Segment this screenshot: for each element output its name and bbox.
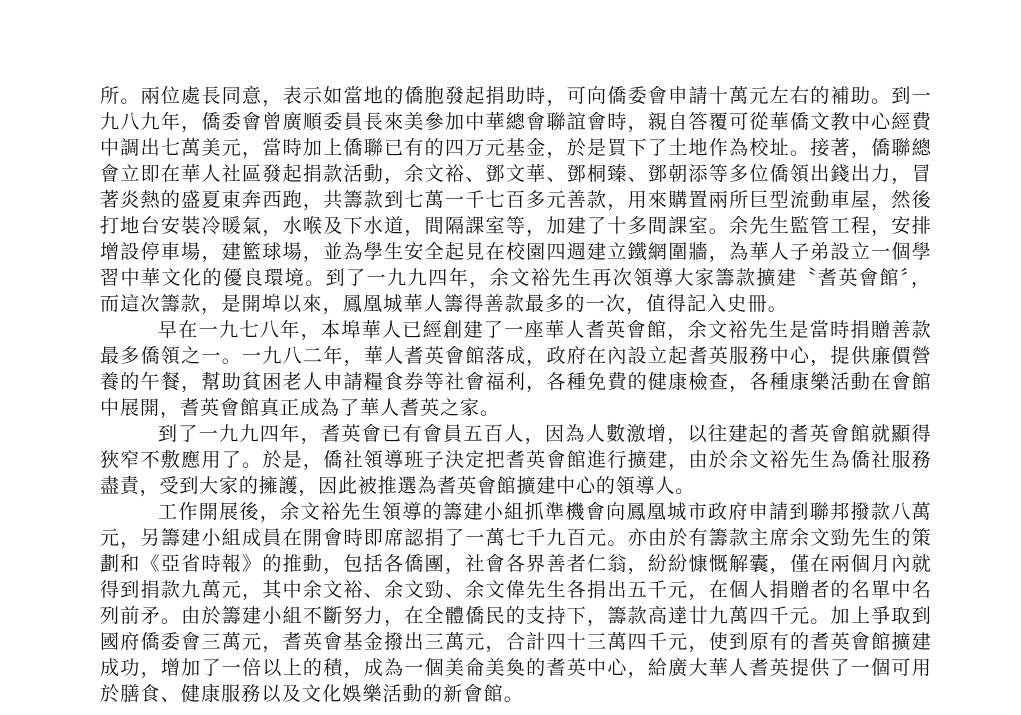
text-line: 而這次籌款，是開埠以來，鳳凰城華人籌得善款最多的一次，值得記入史冊。 (100, 293, 789, 315)
text-line: 最多僑領之一。一九八二年，華人耆英會館落成，政府在內設立起耆英服務中心，提供廉價營 (100, 345, 933, 367)
text-line: 中調出七萬美元，當時加上僑聯已有的四万元基金，於是買下了土地作為校址。接著，僑聯總 (100, 137, 933, 159)
text-line: 打地台安裝冷暖氣，水喉及下水道，間隔課室等，加建了十多間課室。余先生監管工程，安排 (100, 215, 933, 237)
text-line: 成功，增加了一倍以上的積，成為一個美侖美奐的耆英中心，給廣大華人耆英提供了一個可用 (100, 657, 933, 679)
text-line: 列前矛。由於籌建小組不斷努力，在全體僑民的支持下，籌款高達廿九萬四千元。加上爭取到 (100, 605, 933, 627)
text-line: 盡責，受到大家的擁護，因此被推選為耆英會館擴建中心的領導人。 (100, 475, 696, 497)
text-line: 會立即在華人社區發起捐款活動，余文裕、鄧文華、鄧桐臻、鄧朝添等多位僑領出錢出力，冒 (100, 163, 933, 185)
text-line: 國府僑委會三萬元，耆英會基金撥出三萬元，合計四十三萬四千元，使到原有的耆英會館擴建 (100, 631, 933, 653)
text-line: 狹窄不敷應用了。於是，僑社領導班子決定把耆英會館進行擴建，由於余文裕先生為僑社服務 (100, 449, 933, 471)
text-line: 養的午餐，幫助貧困老人申請糧食券等社會福利，各種免費的健康檢查，各種康樂活動在會館 (100, 371, 933, 393)
paragraph-first-line: 早在一九七八年，本埠華人已經創建了一座華人耆英會館，余文裕先生是當時捐贈善款 (158, 319, 933, 341)
text-line: 得到捐款九萬元，其中余文裕、余文勁、余文偉先生各捐出五千元，在個人捐贈者的名單中名 (100, 579, 933, 601)
text-line: 著炎熱的盛夏東奔西跑，共籌款到七萬一千七百多元善款，用來購置兩所巨型流動車屋，然後 (100, 189, 933, 211)
text-line: 劃和《亞省時報》的推動，包括各僑團，社會各界善者仁翁，紛紛慷慨解囊，僅在兩個月內就 (100, 553, 933, 575)
text-line: 於膳食、健康服務以及文化娛樂活動的新會館。 (100, 683, 525, 705)
paragraph-first-line: 工作開展後，余文裕先生領導的籌建小組抓準機會向鳳凰城市政府申請到聯邦撥款八萬 (158, 501, 933, 523)
text-line: 增設停車場，建籃球場，並為學生安全起見在校園四週建立鐵網圍牆，為華人子弟設立一個學 (100, 241, 933, 263)
text-line: 元，另籌建小組成員在開會時即席認捐了一萬七千九百元。亦由於有籌款主席余文勁先生的策 (100, 527, 933, 549)
text-line: 所。兩位處長同意，表示如當地的僑胞發起捐助時，可向僑委會申請十萬元左右的補助。到一 (100, 85, 933, 107)
text-line: 習中華文化的優良環境。到了一九九四年，余文裕先生再次領導大家籌款擴建〝耆英會館〞， (100, 267, 932, 289)
text-line: 九八九年，僑委會曾廣順委員長來美參加中華總會聯誼會時，親自答覆可從華僑文教中心經費 (100, 111, 933, 133)
text-line: 中展開，耆英會館真正成為了華人耆英之家。 (100, 397, 501, 419)
paragraph-first-line: 到了一九九四年，耆英會已有會員五百人，因為人數激增，以往建起的耆英會館就顯得 (158, 423, 933, 445)
